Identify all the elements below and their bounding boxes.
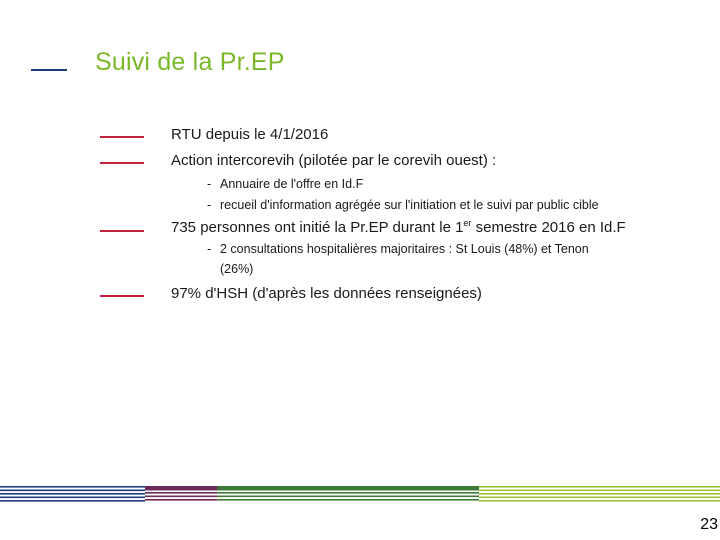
sub-bullet — [207, 177, 363, 191]
bullet-action-intercorevih: Action intercorevih (pilotée par le corevih ouest) : — [171, 152, 497, 169]
bullet-marker — [100, 162, 144, 164]
bullet-hsh: 97% d'HSH (d'après les données renseignées) — [171, 285, 482, 302]
sub-bullet-consultations: 2 consultations hospitalières majoritaires : St Louis (48%) et Tenon — [220, 242, 589, 256]
stripe-purple-section — [145, 486, 217, 501]
bullet-marker — [100, 136, 144, 138]
dash-marker: - — [207, 198, 212, 212]
page-number: 23 — [700, 516, 718, 533]
sub-bullet-annuaire: Annuaire de l'offre en Id.F — [220, 177, 364, 191]
bullet-735-text: 735 personnes ont initié la Pr.EP durant le 1 — [171, 219, 464, 236]
ordinal-superscript: er — [463, 218, 472, 228]
bullet-marker — [100, 230, 144, 232]
bullet-rtu: RTU depuis le 4/1/2016 — [171, 126, 329, 143]
bullet-735-text-end: semestre 2016 en Id.F — [471, 219, 626, 236]
sub-bullet-recueil: recueil d'information agrégée sur l'initiation et le suivi par public cible — [220, 198, 599, 212]
bullet-marker — [100, 295, 144, 297]
sub-bullet — [207, 242, 589, 256]
stripe-light-green-section — [479, 486, 720, 502]
title-marker-line — [31, 69, 67, 71]
sub-bullet — [207, 198, 599, 212]
slide-title: Suivi de la Pr.EP — [95, 48, 285, 76]
stripe-dark-green-section — [217, 486, 479, 501]
sub-bullet-consultations-cont: (26%) — [220, 262, 254, 276]
dash-marker: - — [207, 177, 212, 191]
footer-stripes — [0, 486, 720, 502]
dash-marker: - — [207, 242, 212, 256]
stripe-blue-section — [0, 486, 145, 502]
bullet-735-personnes — [171, 219, 626, 236]
